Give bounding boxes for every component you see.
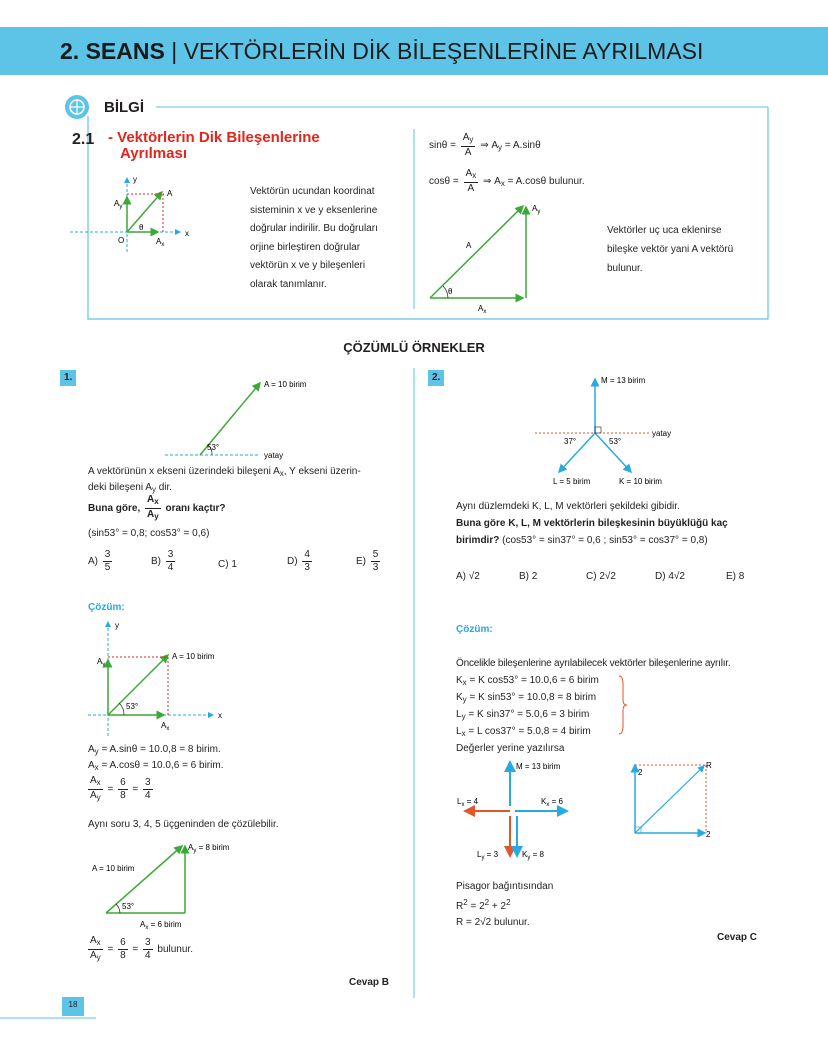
- section-title-line1: - Vektörlerin Dik Bileşenlerine: [108, 129, 320, 146]
- example-2-number: 2.: [428, 370, 444, 386]
- svg-text:Ay = 8 birim: $A_y = 8$ birim: [188, 843, 230, 854]
- ex2-pythagoras: Pisagor bağıntısından $R^2 = 2^2 + 2^2$ R = 2√2 bulunur.: [456, 881, 554, 928]
- ex2-choice-a[interactable]: A) √2: [456, 571, 480, 582]
- example-1-number: 1.: [60, 370, 76, 386]
- svg-text:O: O: [118, 236, 125, 245]
- svg-text:L = 5 birim: L = 5 birim: [553, 477, 591, 486]
- ex2-choice-c[interactable]: C) 2√2: [586, 571, 616, 582]
- ex1-solution-label: Çözüm:: [88, 602, 125, 613]
- svg-text:Ly = 3: $L_y = 3$: [477, 850, 499, 861]
- svg-text:A: A: [167, 189, 173, 198]
- bilgi-description: [250, 183, 378, 294]
- svg-text:A = 10 birim: A = 10 birim: [92, 864, 135, 873]
- section-title: [108, 130, 320, 162]
- ex2-question: Aynı düzlemdeki K, L, M vektörleri şekildeki gibidir.: [456, 501, 680, 512]
- ex2-resultant-figure: [628, 757, 718, 842]
- section-number: 2.1: [72, 131, 95, 148]
- ex1-triangle-figure: [88, 836, 248, 936]
- svg-text:2: 2: [638, 768, 643, 777]
- svg-text:K = 10 birim: K = 10 birim: [619, 477, 662, 486]
- ex2-line: $K_x = K$ cos53° = 10.0,6 = 6 birim: [456, 675, 599, 687]
- ex2-intro: Öncelikle bileşenlerine ayrılabilecek vektörler bileşenlerine ayrılır.: [456, 658, 731, 669]
- tip-text: [607, 221, 733, 278]
- ex1-choice-c[interactable]: C) 1: [218, 559, 237, 570]
- svg-text:53°: 53°: [207, 443, 220, 452]
- ex1-figure: [160, 375, 320, 460]
- ex1-question-bold: Buna göre, $\frac{A_x}{A_y}$ oranı kaçtır?: [88, 494, 226, 521]
- seans-label: 2. SEANS: [60, 38, 165, 64]
- ex2-replace: Değerler yerine yazılırsa: [456, 743, 565, 754]
- svg-text:Ay: $A_y$: [114, 199, 123, 210]
- ex1-solution-figure: [88, 618, 228, 738]
- tip-line: Vektörler uç uca eklenirse: [607, 225, 722, 236]
- ex1-choice-d[interactable]: D) $\frac{4}{3}$: [287, 549, 310, 573]
- svg-text:2: 2: [706, 830, 711, 839]
- svg-text:A: A: [466, 241, 472, 250]
- desc-line: Vektörün ucundan koordinat: [250, 186, 375, 197]
- ex2-component-lines: [456, 673, 599, 756]
- bilgi-label: BİLGİ: [104, 99, 144, 116]
- svg-text:x: x: [185, 229, 189, 238]
- page-title: [60, 36, 703, 66]
- svg-text:R: R: [706, 761, 712, 770]
- ex1-solution-fraction: $\frac{A_x}{A_y}$ = $\frac{6}{8}$ = $\frac{3}{4}$: [90, 775, 151, 802]
- desc-line: doğrular indirilir. Bu doğruları: [250, 223, 378, 234]
- vector-sum-diagram: [420, 198, 560, 316]
- svg-text:Kx = 6: $K_x = 6$: [541, 797, 563, 808]
- title-separator: |: [171, 38, 178, 64]
- desc-line: vektörün x ve y bileşenleri: [250, 260, 366, 271]
- ex1-choice-a[interactable]: A) $\frac{3}{5}$: [88, 549, 111, 573]
- ex2-line: $K_y = K$ sin53° = 10.0,8 = 8 birim: [456, 692, 597, 704]
- svg-text:M = 13 birim: M = 13 birim: [516, 762, 561, 771]
- svg-text:Ky = 8: $K_y = 8$: [522, 850, 544, 861]
- examples-title: ÇÖZÜMLÜ ÖRNEKLER: [343, 340, 485, 355]
- column-divider: [412, 368, 416, 998]
- desc-line: olarak tanımlanır.: [250, 278, 327, 290]
- ex1-choice-e[interactable]: E) $\frac{5}{3}$: [356, 549, 379, 573]
- ex1-choice-b[interactable]: B) $\frac{3}{4}$: [151, 549, 174, 573]
- svg-text:A = 10 birim: A = 10 birim: [264, 380, 307, 389]
- ex2-choice-e[interactable]: E) 8: [726, 571, 745, 582]
- ex1-solution-lines: $A_y = A.\sin\theta = 10.0,8 = 8$ birim. $A_x = A.\cos\theta = 10.0,6 = 6$ birim.: [88, 744, 224, 772]
- ex2-figure: [535, 372, 685, 490]
- ex2-choice-b[interactable]: B) 2: [519, 571, 538, 582]
- svg-text:Lx = 4: $L_x = 4$: [457, 797, 479, 808]
- ex1-question: A vektörünün x ekseni üzerindeki bileşeni $A_x$, Y ekseni üzerin- deki bileşeni $A_y$ dir.: [88, 466, 361, 494]
- ex2-question-line3: birimdir? (cos53° = sin37° = 0,6 ; sin53° = cos37° = 0,8): [456, 535, 708, 546]
- svg-text:θ: θ: [139, 223, 144, 232]
- desc-line: orjine birleştiren doğrular: [250, 241, 361, 253]
- tip-line: bileşke vektör yani A vektörü: [607, 244, 734, 255]
- ex2-choice-d[interactable]: D) 4√2: [655, 571, 685, 582]
- svg-text:yatay: yatay: [652, 429, 672, 438]
- ex2-line: $L_x = L$ cos37° = 5.0,8 = 4 birim: [456, 726, 591, 738]
- desc-line: sisteminin x ve y eksenlerine: [250, 204, 378, 216]
- ex2-line: $L_y = K$ sin37° = 5.0,6 = 3 birim: [456, 709, 590, 721]
- svg-text:A = 10 birim: A = 10 birim: [172, 652, 215, 661]
- ex1-final-fraction: $\frac{A_x}{A_y}$ = $\frac{6}{8}$ = $\frac{3}{4}$ bulunur.: [90, 935, 193, 962]
- svg-text:θ: θ: [448, 287, 453, 296]
- svg-text:yatay: yatay: [264, 451, 284, 460]
- ex1-given: (sin53° = 0,8; cos53° = 0,6): [88, 528, 210, 539]
- vector-a: [127, 192, 162, 232]
- svg-text:Ax: $A_x$: [156, 237, 165, 248]
- svg-text:Ax: $A_x$: [478, 304, 487, 315]
- svg-text:37°: 37°: [564, 437, 577, 446]
- sin-formula: sinθ = $\frac{A_y}{A}$ ⇒ $A_y = A.\sin\theta$: [429, 132, 541, 158]
- svg-text:Ax = 6 birim: $A_x = 6$ birim: [140, 920, 182, 931]
- svg-text:Ay: $A_y$: [532, 204, 541, 215]
- ex2-answer: Cevap C: [717, 932, 758, 943]
- page-number: 18: [68, 1000, 78, 1009]
- footer-line: [0, 993, 110, 1023]
- ex2-components-figure: [455, 756, 590, 866]
- svg-text:53°: 53°: [609, 437, 622, 446]
- svg-text:y: y: [115, 621, 119, 630]
- svg-text:53°: 53°: [122, 902, 135, 911]
- section-title-line2: Ayrılması: [120, 145, 187, 162]
- ex1-alt-solution: Aynı soru 3, 4, 5 üçgeninden de çözülebilir.: [88, 819, 279, 830]
- svg-text:Ay: $A_y$: [97, 657, 106, 668]
- header-title: VEKTÖRLERİN DİK BİLEŞENLERİNE AYRILMASI: [183, 38, 704, 64]
- svg-text:Ax: $A_x$: [161, 721, 170, 732]
- ex1-answer: Cevap B: [349, 977, 390, 988]
- cos-formula: cosθ = $\frac{A_x}{A}$ ⇒ $A_x = A.\cos\theta$ bulunur.: [429, 168, 585, 194]
- svg-text:x: x: [218, 711, 222, 720]
- ex2-question-bold: Buna göre K, L, M vektörlerin bileşkesinin büyüklüğü kaç: [456, 518, 728, 529]
- svg-text:M = 13 birim: M = 13 birim: [601, 376, 646, 385]
- component-diagram: [70, 170, 200, 255]
- ex2-solution-label: Çözüm:: [456, 624, 493, 635]
- brace-icon: [617, 674, 629, 736]
- svg-text:53°: 53°: [126, 702, 139, 711]
- svg-text:y: y: [133, 175, 137, 184]
- tip-line: bulunur.: [607, 263, 643, 274]
